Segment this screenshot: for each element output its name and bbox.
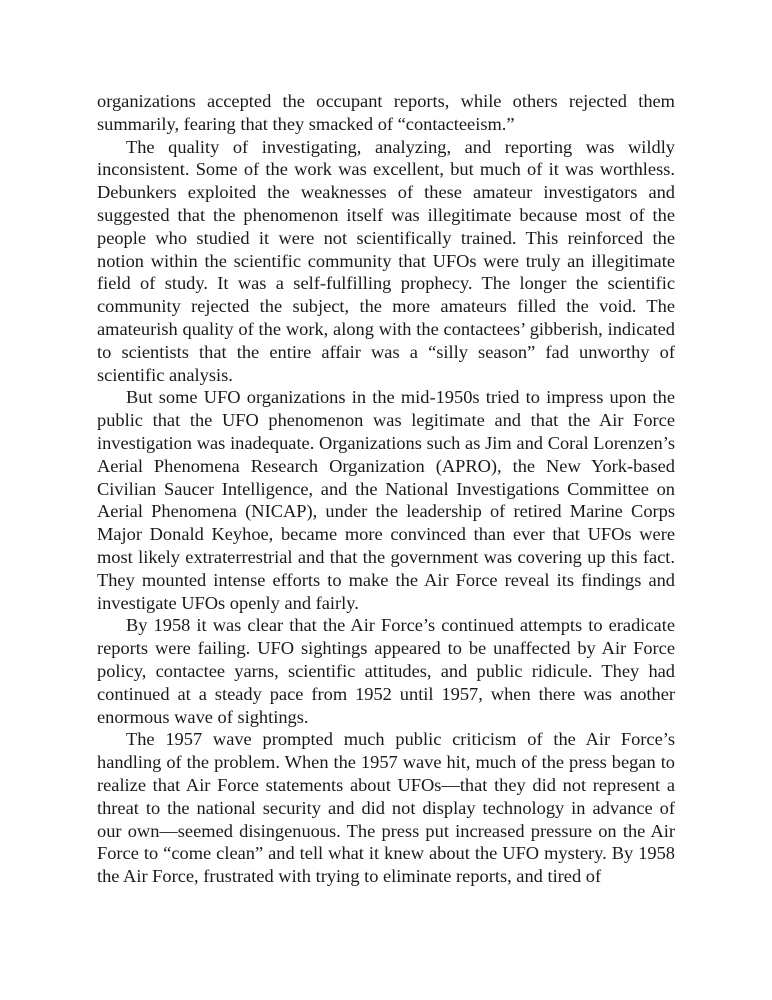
paragraph-investigation-quality: The quality of investigating, analyzing, and reporting was wildly inconsistent. Some of the work was excellent, but much of it was worthless. Debunkers exploited the weaknesses of these amateur investigators and suggested that the phenomenon itself was illegitimate because most of the people who studied it were not scientifically trained. This reinforced the notion within the scientific community that UFOs were truly an illegitimate field of study. It was a self-fulfilling prophecy. The longer the scientific community rejected the subject, the more amateurs filled the void. The amateurish quality of the work, along with the contactees’ gibberish, indicated to scientists that the entire affair was a “silly season” fad unworthy of scientific analysis. xyxy=(97,136,675,385)
paragraph-ufo-organizations: But some UFO organizations in the mid-1950s tried to impress upon the public that the UFO phenomenon was legitimate and that the Air Force investigation was inadequate. Organizations such as Jim and Coral Lorenzen’s Aerial Phenomena Research Organization (APRO), the New York-based Civilian Saucer Intelligence, and the National Investigations Committee on Aerial Phenomena (NICAP), under the leadership of retired Marine Corps Major Donald Keyhoe, became more convinced than ever that UFOs were most likely extraterrestrial and that the government was covering up this fact. They mounted intense efforts to make the Air Force reveal its findings and investigate UFOs openly and fairly. xyxy=(97,387,675,613)
paragraph-continuation: organizations accepted the occupant reports, while others rejected them summarily, fearing that they smacked of “contacteeism.” xyxy=(97,91,675,134)
paragraph-1958-failing: By 1958 it was clear that the Air Force’s continued attempts to eradicate reports were failing. UFO sightings appeared to be unaffected by Air Force policy, contactee yarns, scientific attitudes, and public ridicule. They had continued at a steady pace from 1952 until 1957, when there was another enormous wave of sightings. xyxy=(97,615,675,727)
paragraph-1957-wave: The 1957 wave prompted much public criticism of the Air Force’s handling of the problem. When the 1957 wave hit, much of the press began to realize that Air Force statements about UFOs—that they did not represent a threat to the national security and did not display technology in advance of our own—seemed disingenuous. The press put increased pressure on the Air Force to “come clean” and tell what it knew about the UFO mystery. By 1958 the Air Force, frustrated with trying to eliminate reports, and tired of xyxy=(97,729,675,887)
document-page xyxy=(97,90,675,888)
